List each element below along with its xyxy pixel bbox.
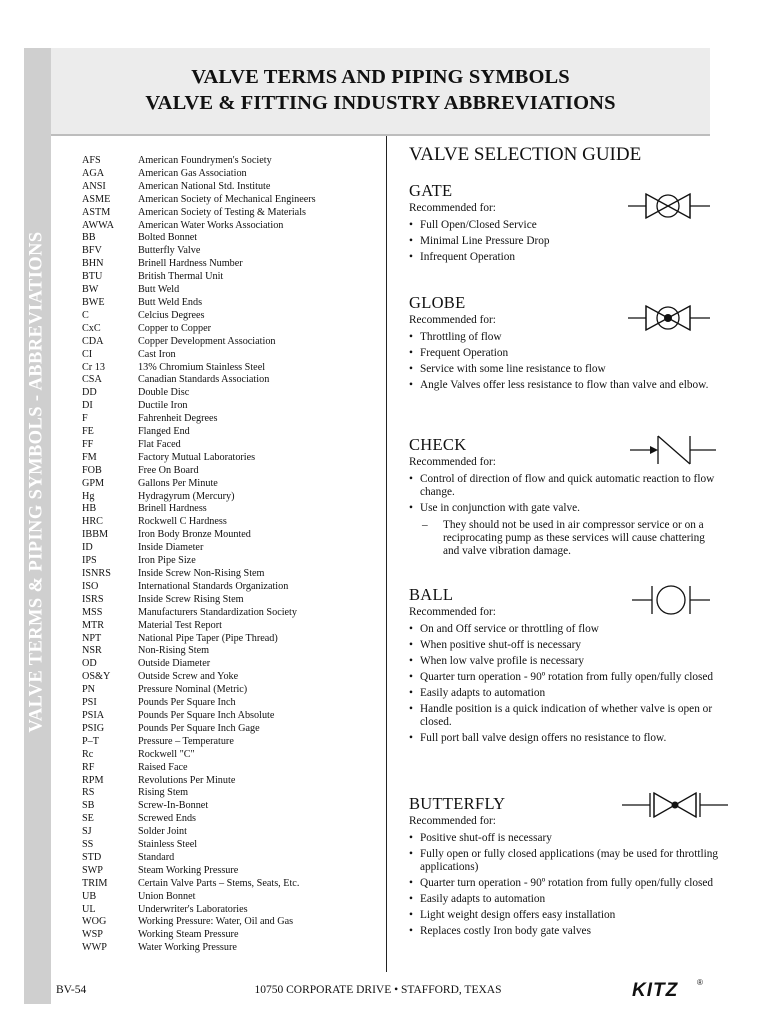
bullet-item: • Frequent Operation xyxy=(409,347,719,360)
abbreviation-row xyxy=(82,787,382,800)
abbreviation-code: MTR xyxy=(82,619,105,631)
abbreviation-description: Butt Weld Ends xyxy=(138,296,203,308)
abbreviation-code: C xyxy=(82,309,89,321)
bullet-item: • Easily adapts to automation xyxy=(409,687,719,700)
abbreviation-description: Inside Screw Rising Stem xyxy=(138,593,244,605)
abbreviation-code: IPS xyxy=(82,555,97,567)
recommended-label: Recommended for: xyxy=(409,456,496,468)
abbreviation-description: Material Test Report xyxy=(138,619,222,631)
abbreviation-row xyxy=(82,529,382,542)
abbreviation-code: IBBM xyxy=(82,529,109,541)
abbreviation-description: Inside Diameter xyxy=(138,542,204,554)
abbreviation-description: Manufacturers Standardization Society xyxy=(138,606,297,618)
abbreviation-description: Screw-In-Bonnet xyxy=(138,800,209,812)
sidebar-title: VALVE TERMS & PIPING SYMBOLS - ABBREVIATIONS xyxy=(26,231,47,733)
abbreviation-description: Hydragyrum (Mercury) xyxy=(138,490,235,502)
abbreviation-code: STD xyxy=(82,851,102,863)
guide-title: VALVE SELECTION GUIDE xyxy=(409,144,642,165)
abbreviation-description: Iron Body Bronze Mounted xyxy=(138,529,251,541)
abbreviation-row xyxy=(82,594,382,607)
check-sub-note: – They should not be used in air compressor service or on a reciprocating pump as these services will cause chattering and valve vibration damage. xyxy=(409,519,719,558)
abbreviation-description: Brinell Hardness Number xyxy=(138,258,243,270)
valve-name-check: CHECK xyxy=(409,435,467,454)
abbreviation-code: BHN xyxy=(82,258,104,270)
recommended-label: Recommended for: xyxy=(409,314,496,326)
bullet-item: • Infrequent Operation xyxy=(409,251,719,264)
page-id: BV-54 xyxy=(56,984,87,996)
abbreviation-code: PSI xyxy=(82,697,97,709)
abbreviation-row xyxy=(82,387,382,400)
abbreviation-row xyxy=(82,181,382,194)
abbreviation-row xyxy=(82,362,382,375)
abbreviation-row xyxy=(82,645,382,658)
recommended-label: Recommended for: xyxy=(409,202,496,214)
abbreviation-row xyxy=(82,516,382,529)
abbreviation-description: American Gas Association xyxy=(138,167,247,179)
recommended-label: Recommended for: xyxy=(409,815,496,827)
abbreviation-row xyxy=(82,942,382,955)
bullet-list-butterfly xyxy=(409,832,719,938)
abbreviation-row xyxy=(82,929,382,942)
abbreviation-row xyxy=(82,232,382,245)
bullet-item: • Easily adapts to automation xyxy=(409,893,719,906)
abbreviation-description: Pressure Nominal (Metric) xyxy=(138,684,248,696)
bullet-list-ball xyxy=(409,623,719,745)
abbreviation-code: AGA xyxy=(82,167,105,179)
abbreviation-row xyxy=(82,826,382,839)
abbreviation-row xyxy=(82,323,382,336)
abbreviation-description: 13% Chromium Stainless Steel xyxy=(138,361,266,373)
abbreviation-row xyxy=(82,813,382,826)
abbreviation-row xyxy=(82,258,382,271)
abbreviation-description: Factory Mutual Laboratories xyxy=(138,451,256,463)
abbreviation-row xyxy=(82,413,382,426)
abbreviation-code: SWP xyxy=(82,864,103,876)
abbreviation-row xyxy=(82,194,382,207)
abbreviation-row xyxy=(82,426,382,439)
abbreviation-description: Raised Face xyxy=(138,761,188,773)
abbreviation-code: WWP xyxy=(82,942,107,954)
abbreviation-code: ID xyxy=(82,542,93,554)
abbreviation-description: Non-Rising Stem xyxy=(138,645,210,657)
abbreviation-code: BB xyxy=(82,232,96,244)
valve-name-gate: GATE xyxy=(409,181,453,200)
bullet-item: • Positive shut-off is necessary xyxy=(409,832,719,845)
abbreviation-description: International Standards Organization xyxy=(138,580,289,592)
abbreviation-code: SS xyxy=(82,839,94,851)
abbreviation-description: British Thermal Unit xyxy=(138,271,224,283)
abbreviation-description: American National Std. Institute xyxy=(138,180,271,192)
abbreviation-code: CDA xyxy=(82,335,104,347)
bullet-item: • Angle Valves offer less resistance to flow than valve and elbow. xyxy=(409,379,719,392)
abbreviation-list xyxy=(82,155,382,955)
abbreviation-code: ISO xyxy=(82,580,99,592)
abbreviation-code: FE xyxy=(82,426,94,438)
ball-valve-symbol-icon xyxy=(630,582,712,618)
abbreviation-row xyxy=(82,374,382,387)
abbreviation-row xyxy=(82,297,382,310)
abbreviation-description: Water Working Pressure xyxy=(138,942,237,954)
abbreviation-code: F xyxy=(82,413,88,425)
abbreviation-code: TRIM xyxy=(82,877,108,889)
abbreviation-description: Working Pressure: Water, Oil and Gas xyxy=(138,916,294,928)
abbreviation-description: Working Steam Pressure xyxy=(138,929,239,941)
bullet-item: • On and Off service or throttling of flow xyxy=(409,623,719,636)
abbreviation-code: BW xyxy=(82,284,99,296)
valve-name-ball: BALL xyxy=(409,585,454,604)
abbreviation-code: SJ xyxy=(82,826,92,838)
bullet-item: • Service with some line resistance to flow xyxy=(409,363,719,376)
abbreviation-row xyxy=(82,491,382,504)
abbreviation-description: Brinell Hardness xyxy=(138,503,207,515)
valve-name-butterfly: BUTTERFLY xyxy=(409,794,506,813)
abbreviation-code: PSIA xyxy=(82,709,105,721)
abbreviation-description: Fahrenheit Degrees xyxy=(138,413,218,425)
abbreviation-row xyxy=(82,555,382,568)
recommended-label: Recommended for: xyxy=(409,606,496,618)
abbreviation-row xyxy=(82,452,382,465)
abbreviation-description: Screwed Ends xyxy=(138,813,196,825)
abbreviation-description: Pounds Per Square Inch xyxy=(138,697,236,709)
bullet-item: • When positive shut-off is necessary xyxy=(409,639,719,652)
registered-mark: ® xyxy=(697,978,703,987)
abbreviation-description: Certain Valve Parts – Stems, Seats, Etc. xyxy=(138,877,300,889)
abbreviation-code: ASTM xyxy=(82,206,111,218)
abbreviation-description: American Society of Testing & Materials xyxy=(138,206,306,218)
abbreviation-code: NPT xyxy=(82,632,102,644)
abbreviation-row xyxy=(82,349,382,362)
abbreviation-row xyxy=(82,271,382,284)
abbreviation-description: Pounds Per Square Inch Absolute xyxy=(138,709,275,721)
abbreviation-row xyxy=(82,155,382,168)
kitz-logo: KITZ xyxy=(632,980,679,1001)
abbreviation-code: PSIG xyxy=(82,722,105,734)
bullet-item: • Handle position is a quick indication of whether valve is open or closed. xyxy=(409,703,719,729)
abbreviation-row xyxy=(82,839,382,852)
abbreviation-row xyxy=(82,207,382,220)
bullet-item: • Use in conjunction with gate valve. xyxy=(409,502,719,515)
check-valve-symbol-icon xyxy=(628,432,718,468)
bullet-list-globe xyxy=(409,331,719,392)
abbreviation-code: SE xyxy=(82,813,94,825)
abbreviation-description: Bolted Bonnet xyxy=(138,232,198,244)
abbreviation-row xyxy=(82,465,382,478)
abbreviation-description: Revolutions Per Minute xyxy=(138,774,236,786)
abbreviation-row xyxy=(82,581,382,594)
abbreviation-description: Rising Stem xyxy=(138,787,189,799)
abbreviation-description: Butterfly Valve xyxy=(138,245,201,257)
company-address: 10750 CORPORATE DRIVE • STAFFORD, TEXAS xyxy=(254,984,502,996)
abbreviation-code: PN xyxy=(82,684,96,696)
abbreviation-row xyxy=(82,878,382,891)
abbreviation-code: ANSI xyxy=(82,180,106,192)
abbreviation-description: Union Bonnet xyxy=(138,890,196,902)
abbreviation-description: Free On Board xyxy=(138,464,199,476)
abbreviation-row xyxy=(82,865,382,878)
bullet-item: • When low valve profile is necessary xyxy=(409,655,719,668)
abbreviation-code: BWE xyxy=(82,296,105,308)
abbreviation-code: Rc xyxy=(82,748,94,760)
abbreviation-description: American Society of Mechanical Engineers xyxy=(138,193,316,205)
abbreviation-description: Cast Iron xyxy=(138,348,176,360)
abbreviation-description: Solder Joint xyxy=(138,826,187,838)
bullet-item: • Full Open/Closed Service xyxy=(409,219,719,232)
abbreviation-row xyxy=(82,245,382,258)
abbreviation-description: Inside Screw Non-Rising Stem xyxy=(138,568,265,579)
abbreviation-row xyxy=(82,478,382,491)
abbreviation-row xyxy=(82,220,382,233)
abbreviation-description: Flat Faced xyxy=(138,438,181,450)
abbreviation-code: ASME xyxy=(82,193,111,205)
abbreviation-row xyxy=(82,749,382,762)
page-header xyxy=(51,48,710,136)
bullet-list-check xyxy=(409,473,719,515)
abbreviation-row xyxy=(82,568,382,581)
abbreviation-code: AWWA xyxy=(82,219,114,231)
abbreviation-code: DD xyxy=(82,387,97,399)
bullet-item: • Minimal Line Pressure Drop xyxy=(409,235,719,248)
abbreviation-description: Outside Screw and Yoke xyxy=(138,671,239,683)
abbreviation-row xyxy=(82,503,382,516)
abbreviation-code: FM xyxy=(82,451,97,463)
abbreviation-code: BTU xyxy=(82,271,103,283)
abbreviation-row xyxy=(82,800,382,813)
abbreviation-code: WOG xyxy=(82,916,107,928)
abbreviation-code: ISRS xyxy=(82,593,104,605)
abbreviation-code: ISNRS xyxy=(82,568,111,579)
abbreviation-description: Rockwell C Hardness xyxy=(138,516,227,528)
bullet-item: • Control of direction of flow and quick automatic reaction to flow change. xyxy=(409,473,719,499)
bullet-item: • Quarter turn operation - 90º rotation from fully open/fully closed xyxy=(409,671,719,684)
valve-selection-guide xyxy=(409,144,719,937)
abbreviation-code: BFV xyxy=(82,245,102,257)
bullet-item: • Quarter turn operation - 90º rotation from fully open/fully closed xyxy=(409,877,719,890)
abbreviation-description: Stainless Steel xyxy=(138,839,198,851)
abbreviation-code: MSS xyxy=(82,606,103,618)
abbreviation-description: Steam Working Pressure xyxy=(138,864,239,876)
abbreviation-code: HRC xyxy=(82,516,103,528)
abbreviation-description: Double Disc xyxy=(138,387,190,399)
column-divider xyxy=(386,136,387,972)
abbreviation-code: NSR xyxy=(82,645,102,657)
bullet-item: • Light weight design offers easy installation xyxy=(409,909,719,922)
abbreviation-row xyxy=(82,400,382,413)
abbreviation-code: FOB xyxy=(82,464,102,476)
abbreviation-description: National Pipe Taper (Pipe Thread) xyxy=(138,632,278,644)
abbreviation-code: RS xyxy=(82,787,95,799)
abbreviation-row xyxy=(82,633,382,646)
abbreviation-code: OS&Y xyxy=(82,671,111,683)
abbreviation-row xyxy=(82,762,382,775)
abbreviation-description: Underwriter's Laboratories xyxy=(138,903,248,915)
abbreviation-description: Outside Diameter xyxy=(138,658,211,670)
page-footer xyxy=(0,978,768,1004)
abbreviation-row xyxy=(82,620,382,633)
abbreviation-row xyxy=(82,723,382,736)
abbreviation-code: WSP xyxy=(82,929,103,941)
abbreviation-row xyxy=(82,710,382,723)
abbreviation-row xyxy=(82,775,382,788)
abbreviation-row xyxy=(82,891,382,904)
abbreviation-row xyxy=(82,736,382,749)
abbreviation-code: Cr 13 xyxy=(82,361,105,373)
abbreviation-code: UB xyxy=(82,890,97,902)
page-title-line2: VALVE & FITTING INDUSTRY ABBREVIATIONS xyxy=(145,92,616,114)
abbreviation-description: Standard xyxy=(138,851,175,863)
page-title-line1: VALVE TERMS AND PIPING SYMBOLS xyxy=(191,66,570,88)
abbreviation-description: Copper to Copper xyxy=(138,322,211,334)
bullet-item: • Full port ball valve design offers no resistance to flow. xyxy=(409,732,719,745)
valve-name-globe: GLOBE xyxy=(409,293,466,312)
abbreviation-code: CSA xyxy=(82,374,102,386)
abbreviation-description: Flanged End xyxy=(138,426,190,438)
abbreviation-code: AFS xyxy=(82,155,101,166)
abbreviation-description: Canadian Standards Association xyxy=(138,374,270,386)
abbreviation-row xyxy=(82,310,382,323)
abbreviation-code: SB xyxy=(82,800,95,812)
abbreviation-row xyxy=(82,671,382,684)
abbreviation-description: Pounds Per Square Inch Gage xyxy=(138,722,260,734)
abbreviation-description: Iron Pipe Size xyxy=(138,555,196,567)
abbreviation-row xyxy=(82,697,382,710)
abbreviation-description: Celcius Degrees xyxy=(138,309,205,321)
abbreviation-description: American Foundrymen's Society xyxy=(138,155,272,166)
abbreviation-row xyxy=(82,336,382,349)
abbreviation-description: American Water Works Association xyxy=(138,219,284,231)
abbreviation-code: UL xyxy=(82,903,96,915)
abbreviation-code: RPM xyxy=(82,774,104,786)
abbreviation-description: Copper Development Association xyxy=(138,335,276,347)
abbreviation-code: FF xyxy=(82,438,94,450)
abbreviation-row xyxy=(82,607,382,620)
abbreviation-row xyxy=(82,439,382,452)
abbreviation-description: Gallons Per Minute xyxy=(138,477,218,489)
globe-valve-symbol-icon xyxy=(626,300,712,336)
gate-valve-symbol-icon xyxy=(626,188,712,224)
bullet-item: • Replaces costly Iron body gate valves xyxy=(409,925,719,938)
bullet-list-gate xyxy=(409,219,719,264)
abbreviation-code: GPM xyxy=(82,477,105,489)
abbreviation-code: CxC xyxy=(82,322,101,334)
abbreviation-description: Ductile Iron xyxy=(138,400,188,412)
abbreviation-code: HB xyxy=(82,503,97,515)
abbreviation-code: P–T xyxy=(82,735,99,747)
abbreviation-code: Hg xyxy=(82,490,95,502)
abbreviation-row xyxy=(82,904,382,917)
abbreviation-code: DI xyxy=(82,400,93,412)
abbreviation-code: RF xyxy=(82,761,95,773)
abbreviation-row xyxy=(82,684,382,697)
abbreviation-code: CI xyxy=(82,348,93,360)
butterfly-valve-symbol-icon xyxy=(620,788,730,822)
abbreviation-description: Butt Weld xyxy=(138,284,180,296)
abbreviation-row xyxy=(82,852,382,865)
abbreviation-row xyxy=(82,916,382,929)
abbreviation-code: OD xyxy=(82,658,97,670)
abbreviation-row xyxy=(82,284,382,297)
abbreviation-description: Pressure – Temperature xyxy=(138,735,234,747)
bullet-item: • Throttling of flow xyxy=(409,331,719,344)
abbreviation-row xyxy=(82,542,382,555)
abbreviation-row xyxy=(82,658,382,671)
abbreviation-description: Rockwell "C" xyxy=(138,748,195,760)
abbreviation-row xyxy=(82,168,382,181)
bullet-item: • Fully open or fully closed applications (may be used for throttling applications) xyxy=(409,848,719,874)
